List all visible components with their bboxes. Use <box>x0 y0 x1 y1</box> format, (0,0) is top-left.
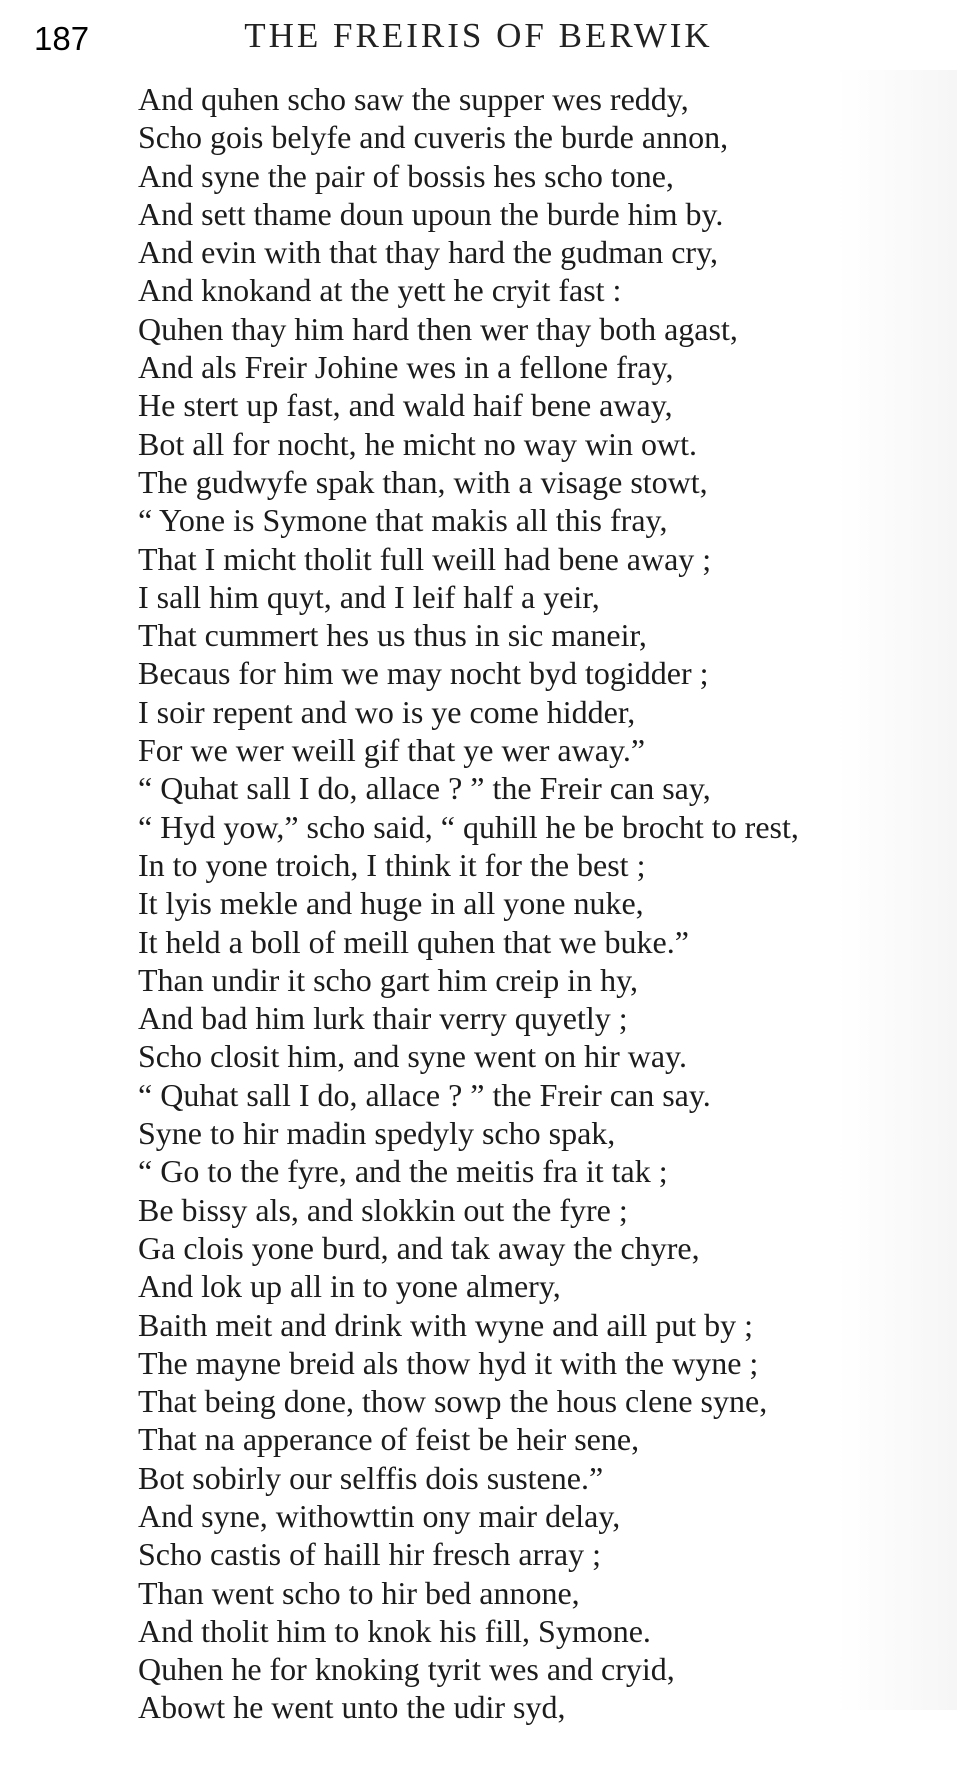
poem-line: It held a boll of meill quhen that we buke.” <box>138 923 689 960</box>
running-title: THE FREIRIS OF BERWIK <box>244 16 713 55</box>
poem-line: And quhen scho saw the supper wes reddy, <box>138 81 689 117</box>
poem-line: Baith meit and drink with wyne and aill put by ; <box>138 1306 754 1343</box>
poem-line: It lyis mekle and huge in all yone nuke, <box>138 885 644 922</box>
poem-line: And evin with that thay hard the gudman cry, <box>138 234 718 271</box>
poem-line: That na apperance of feist be heir sene, <box>138 1421 640 1458</box>
poem-line: Quhen he for knoking tyrit wes and cryid, <box>138 1651 675 1688</box>
poem-line: Than undir it scho gart him creip in hy, <box>138 961 639 998</box>
poem-line: Quhen thay him hard then wer thay both agast, <box>138 310 738 347</box>
poem-line: The mayne breid als thow hyd it with the wyne ; <box>138 1344 759 1381</box>
poem-line: And als Freir Johine wes in a fellone fray, <box>138 349 674 386</box>
page-number: 187 <box>34 20 90 57</box>
poem-line: Ga clois yone burd, and tak away the chyre, <box>138 1229 700 1266</box>
poem-line: That being done, thow sowp the hous clene syne, <box>138 1383 768 1420</box>
poem-line: “ Quhat sall I do, allace ? ” the Freir can say. <box>138 1076 711 1113</box>
poem-line: And lok up all in to yone almery, <box>138 1268 561 1305</box>
poem-line: Than went scho to hir bed annone, <box>138 1574 580 1611</box>
poem-line: Becaus for him we may nocht byd togidder ; <box>138 655 709 692</box>
poem-line: And knokand at the yett he cryit fast : <box>138 272 622 309</box>
poem-line: And tholit him to knok his fill, Symone. <box>138 1612 651 1649</box>
poem-line: “ Go to the fyre, and the meitis fra it tak ; <box>138 1153 668 1190</box>
poem-line: Scho gois belyfe and cuveris the burde annon, <box>138 119 729 156</box>
poem-line: And syne, withowttin ony mair delay, <box>138 1497 621 1534</box>
poem-line: Scho closit him, and syne went on hir way. <box>138 1038 687 1075</box>
poem-line: The gudwyfe spak than, with a visage stowt, <box>138 463 708 500</box>
poem-line: And bad him lurk thair verry quyetly ; <box>138 1000 628 1037</box>
poem-line: I soir repent and wo is ye come hidder, <box>138 693 636 730</box>
poem-line: I sall him quyt, and I leif half a yeir, <box>138 578 600 615</box>
poem-line: That I micht tholit full weill had bene away ; <box>138 540 712 577</box>
poem-line: Be bissy als, and slokkin out the fyre ; <box>138 1191 628 1228</box>
poem-line: That cummert hes us thus in sic maneir, <box>138 617 647 654</box>
poem-line: Bot sobirly our selffis dois sustene.” <box>138 1459 604 1496</box>
poem-line: Scho castis of haill hir fresch array ; <box>138 1536 601 1573</box>
facing-page-bleed <box>837 70 957 1710</box>
poem-line: And syne the pair of bossis hes scho tone, <box>138 157 674 194</box>
poem-text <box>138 80 799 1727</box>
poem-line: “ Quhat sall I do, allace ? ” the Freir can say, <box>138 770 711 807</box>
poem-line: Syne to hir madin spedyly scho spak, <box>138 1115 616 1152</box>
poem-line: And sett thame doun upoun the burde him by. <box>138 195 724 232</box>
poem-line: “ Yone is Symone that makis all this fray, <box>138 502 668 539</box>
poem-line: He stert up fast, and wald haif bene away, <box>138 387 673 424</box>
poem-line: In to yone troich, I think it for the best ; <box>138 846 646 883</box>
poem-line: Abowt he went unto the udir syd, <box>138 1689 566 1726</box>
poem-line: Bot all for nocht, he micht no way win owt. <box>138 425 698 462</box>
poem-line: For we wer weill gif that ye wer away.” <box>138 732 646 769</box>
poem-line: “ Hyd yow,” scho said, “ quhill he be brocht to rest, <box>138 808 799 845</box>
